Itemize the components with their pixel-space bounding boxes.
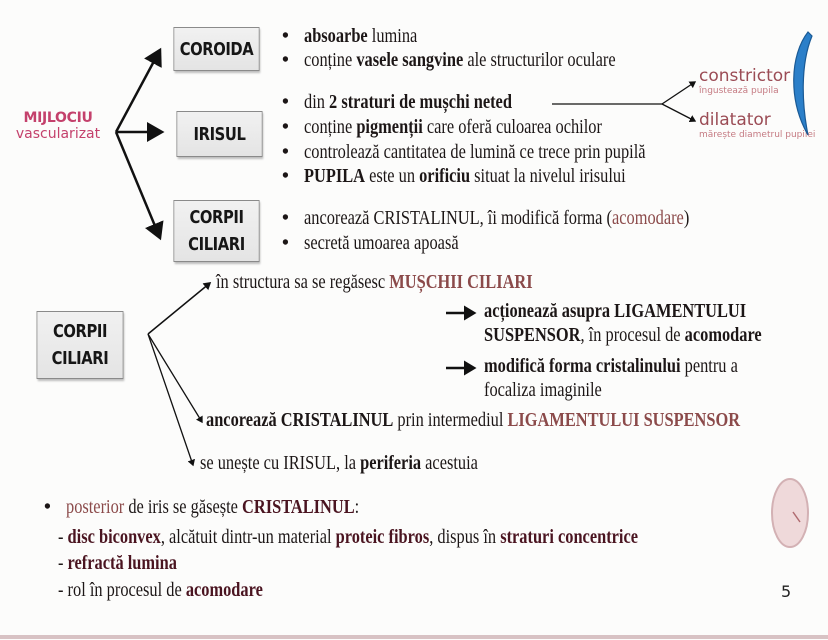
coroida-box: COROIDA xyxy=(173,27,259,71)
irisul-bullet-3: • controlează cantitatea de lumină ce trece prin pupilă xyxy=(282,142,646,163)
corpii-ciliari-box-top: CORPII CILIARI xyxy=(173,200,259,262)
bullet-icon: • xyxy=(282,166,289,187)
bullet-icon: • xyxy=(282,117,289,138)
bullet-icon: • xyxy=(282,233,289,254)
root-label-line2: vascularizat xyxy=(15,126,101,142)
bullet-icon: • xyxy=(282,142,289,163)
muscle-dilatator: dilatator mărește diametrul pupilei xyxy=(699,110,816,140)
bullet-icon: • xyxy=(282,26,289,47)
bottom-item-1: - disc biconvex, alcătuit dintr-un material proteic fibros, dispus în straturi concentrice xyxy=(58,527,639,548)
muscle-constrictor: constrictor îngustează pupila xyxy=(699,66,791,96)
corpii-bullet-2: • secretă umoarea apoasă xyxy=(282,233,459,254)
irisul-bullet-1: • din 2 straturi de mușchi neted xyxy=(282,92,512,113)
middle-sub-1: acționează asupra LIGAMENTULUI SUSPENSOR, în procesul de acomodare xyxy=(484,301,762,346)
middle-sub-2: modifică forma cristalinului pentru a focaliza imaginile xyxy=(484,356,738,401)
bottom-intro: • posterior de iris se găsește CRISTALINUL: xyxy=(44,497,360,518)
corpii-bullet-1: • ancorează CRISTALINUL, îi modifică forma (acomodare) xyxy=(282,208,690,229)
bullet-icon: • xyxy=(44,497,51,518)
bullet-icon: • xyxy=(282,50,289,71)
bottom-item-2: - refractă lumina xyxy=(58,553,177,574)
irisul-bullet-2: • conține pigmenții care oferă culoarea ochilor xyxy=(282,117,602,138)
bottom-item-3: - rol în procesul de acomodare xyxy=(58,580,263,601)
page-number: 5 xyxy=(781,582,792,601)
coroida-bullet-2: • conține vasele sangvine ale structurilor oculare xyxy=(282,50,616,71)
corpii-ciliari-box-middle: CORPII CILIARI xyxy=(37,311,124,379)
middle-branch-3: se unește cu IRISUL, la periferia acestuia xyxy=(200,453,478,474)
irisul-bullet-4: • PUPILA este un orificiu situat la nivelul irisului xyxy=(282,166,626,187)
bullet-icon: • xyxy=(282,208,289,229)
middle-branch-2: ancorează CRISTALINUL prin intermediul LIGAMENTULUI SUSPENSOR xyxy=(206,410,741,431)
middle-branch-1: în structura sa se regăsesc MUȘCHII CILIARI xyxy=(216,272,533,293)
bullet-icon: • xyxy=(282,92,289,113)
root-label-line1: MIJLOCIU xyxy=(23,110,93,126)
irisul-box: IRISUL xyxy=(176,111,262,157)
coroida-bullet-1: • absoarbe lumina xyxy=(282,26,418,47)
